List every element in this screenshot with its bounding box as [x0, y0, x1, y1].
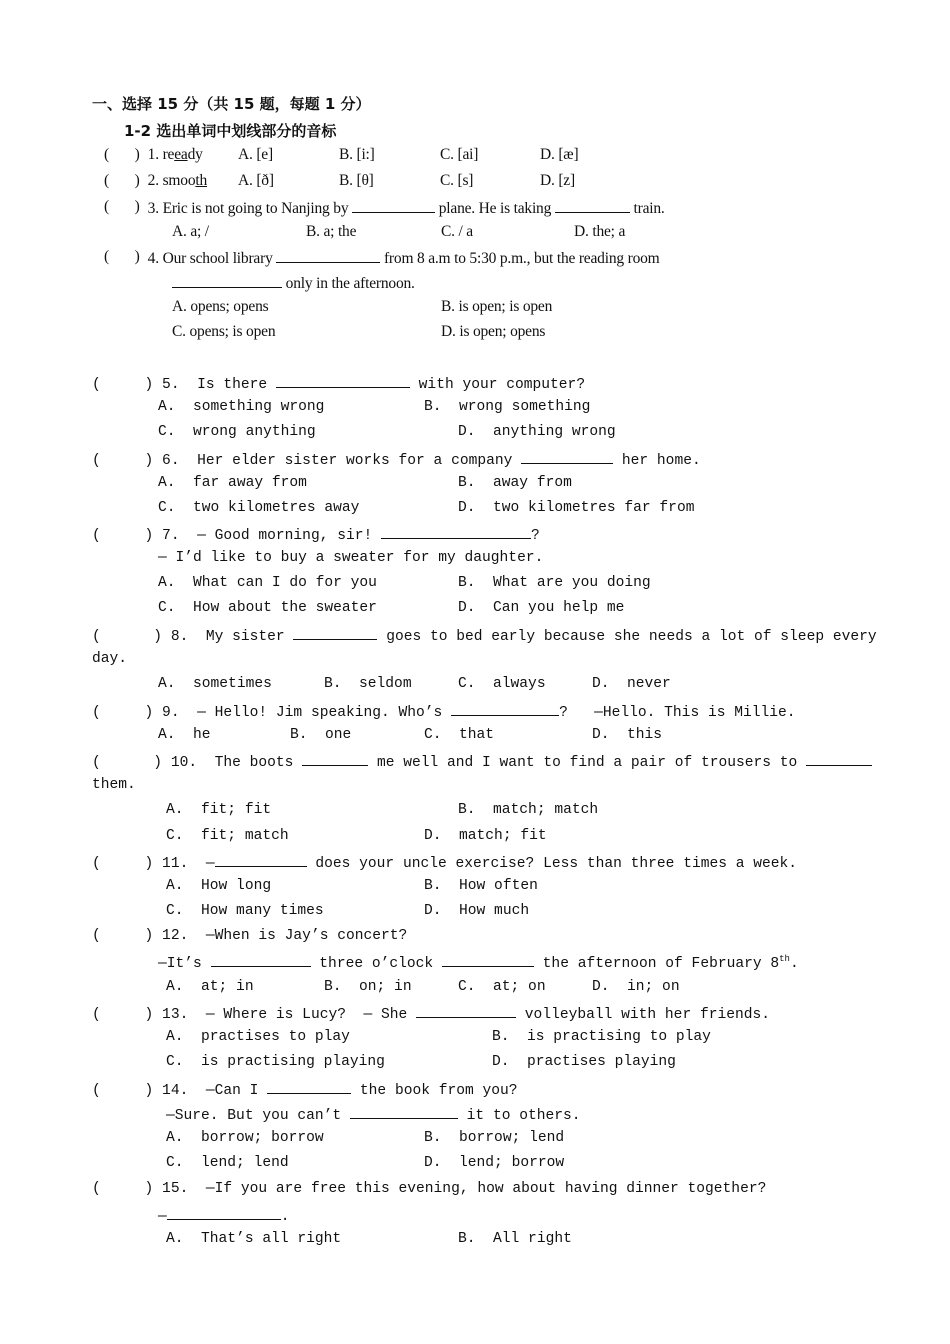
- option-b[interactable]: B. one: [290, 727, 352, 743]
- option-c[interactable]: C. [ai]: [440, 146, 479, 163]
- dialog-reply: — I’d like to buy a sweater for my daughter.: [158, 550, 544, 566]
- fill-blank[interactable]: [555, 197, 630, 213]
- fill-blank[interactable]: [381, 523, 531, 539]
- option-c[interactable]: C. at; on: [458, 979, 546, 995]
- question-stem: ( ) 12. —When is Jay’s concert?: [92, 928, 408, 944]
- dialog-reply: — .: [158, 1204, 290, 1224]
- fill-blank[interactable]: [215, 851, 307, 867]
- option-c[interactable]: C. is practising playing: [166, 1054, 385, 1070]
- question-stem: 4. Our school library from 8 a.m to 5:30 p.m., but the reading room: [144, 247, 660, 267]
- option-d[interactable]: D. the; a: [574, 223, 626, 240]
- option-a[interactable]: A. borrow; borrow: [166, 1130, 324, 1146]
- question-stem: 2. smooth: [144, 172, 208, 189]
- question-stem: ( ) 8. My sister goes to bed early because she needs a lot of sleep every: [92, 624, 877, 644]
- question-stem: 1. reeady: [144, 146, 203, 163]
- option-b[interactable]: B. wrong something: [424, 399, 591, 415]
- answer-blank[interactable]: ( ): [104, 248, 140, 265]
- section-title: 一、选择 15 分（共 15 题，每题 1 分）: [92, 95, 371, 113]
- option-b[interactable]: B. seldom: [324, 676, 412, 692]
- dialog-reply: —It’s three o’clock the afternoon of February 8th.: [158, 951, 799, 971]
- option-a[interactable]: A. practises to play: [166, 1029, 350, 1045]
- option-b[interactable]: B. away from: [458, 475, 572, 491]
- option-d[interactable]: D. [z]: [540, 172, 575, 189]
- question-stem: ( ) 9. — Hello! Jim speaking. Who’s ? —Hello. This is Millie.: [92, 700, 796, 720]
- fill-blank[interactable]: [172, 272, 282, 288]
- option-d[interactable]: D. anything wrong: [458, 424, 616, 440]
- option-a[interactable]: A. How long: [166, 878, 272, 894]
- fill-blank[interactable]: [267, 1078, 351, 1094]
- question-stem: ( ) 10. The boots me well and I want to find a pair of trousers to: [92, 750, 872, 770]
- question-stem-cont: only in the afternoon.: [172, 272, 415, 292]
- option-b[interactable]: B. is open; is open: [441, 298, 553, 315]
- question-stem: ( ) 15. —If you are free this evening, how about having dinner together?: [92, 1181, 767, 1197]
- fill-blank[interactable]: [416, 1002, 516, 1018]
- fill-blank[interactable]: [302, 750, 368, 766]
- fill-blank[interactable]: [442, 951, 534, 967]
- option-a[interactable]: A. That’s all right: [166, 1231, 342, 1247]
- question-stem: ( ) 13. — Where is Lucy? — She volleyball with her friends.: [92, 1002, 770, 1022]
- option-a[interactable]: A. [e]: [238, 146, 273, 163]
- section-subtitle: 1-2 选出单词中划线部分的音标: [124, 122, 337, 140]
- option-c[interactable]: C. always: [458, 676, 546, 692]
- fill-blank[interactable]: [350, 1103, 458, 1119]
- question-stem: ( ) 14. —Can I the book from you?: [92, 1078, 518, 1098]
- fill-blank[interactable]: [211, 951, 311, 967]
- option-a[interactable]: A. a; /: [172, 223, 209, 240]
- fill-blank[interactable]: [167, 1204, 281, 1220]
- option-c[interactable]: C. opens; is open: [172, 323, 276, 340]
- question-stem-cont: them.: [92, 777, 136, 793]
- fill-blank[interactable]: [521, 448, 613, 464]
- option-b[interactable]: B. is practising to play: [492, 1029, 711, 1045]
- option-d[interactable]: D. this: [592, 727, 663, 743]
- option-b[interactable]: B. [i:]: [339, 146, 375, 163]
- option-b[interactable]: B. borrow; lend: [424, 1130, 565, 1146]
- option-a[interactable]: A. he: [158, 727, 211, 743]
- option-a[interactable]: A. sometimes: [158, 676, 272, 692]
- question-stem: 3. Eric is not going to Nanjing by plane. He is taking train.: [144, 197, 665, 217]
- fill-blank[interactable]: [293, 624, 377, 640]
- option-c[interactable]: C. two kilometres away: [158, 500, 360, 516]
- option-b[interactable]: B. How often: [424, 878, 538, 894]
- option-b[interactable]: B. [θ]: [339, 172, 374, 189]
- option-d[interactable]: D. [æ]: [540, 146, 579, 163]
- fill-blank[interactable]: [806, 750, 872, 766]
- option-d[interactable]: D. Can you help me: [458, 600, 625, 616]
- option-a[interactable]: A. at; in: [166, 979, 254, 995]
- option-a[interactable]: A. far away from: [158, 475, 307, 491]
- option-b[interactable]: B. match; match: [458, 802, 599, 818]
- question-stem: ( ) 5. Is there with your computer?: [92, 372, 585, 392]
- option-c[interactable]: C. How many times: [166, 903, 324, 919]
- option-a[interactable]: A. something wrong: [158, 399, 325, 415]
- dialog-reply: —Sure. But you can’t it to others.: [166, 1103, 581, 1123]
- answer-blank[interactable]: ( ): [104, 198, 140, 215]
- option-b[interactable]: B. All right: [458, 1231, 572, 1247]
- option-d[interactable]: D. match; fit: [424, 828, 547, 844]
- question-stem: ( ) 6. Her elder sister works for a company her home.: [92, 448, 701, 468]
- question-stem-cont: day.: [92, 651, 128, 667]
- option-d[interactable]: D. How much: [424, 903, 530, 919]
- answer-blank[interactable]: ( ): [104, 172, 140, 189]
- option-d[interactable]: D. lend; borrow: [424, 1155, 565, 1171]
- question-stem: ( ) 7. — Good morning, sir! ?: [92, 523, 540, 543]
- fill-blank[interactable]: [352, 197, 435, 213]
- option-d[interactable]: D. in; on: [592, 979, 680, 995]
- option-c[interactable]: C. fit; match: [166, 828, 289, 844]
- option-c[interactable]: C. wrong anything: [158, 424, 316, 440]
- option-d[interactable]: D. is open; opens: [441, 323, 546, 340]
- option-c[interactable]: C. How about the sweater: [158, 600, 377, 616]
- option-b[interactable]: B. a; the: [306, 223, 357, 240]
- option-b[interactable]: B. What are you doing: [458, 575, 651, 591]
- option-d[interactable]: D. two kilometres far from: [458, 500, 695, 516]
- answer-blank[interactable]: ( ): [104, 146, 140, 163]
- option-a[interactable]: A. [ð]: [238, 172, 274, 189]
- option-c[interactable]: C. [s]: [440, 172, 474, 189]
- option-b[interactable]: B. on; in: [324, 979, 412, 995]
- option-c[interactable]: C. lend; lend: [166, 1155, 289, 1171]
- fill-blank[interactable]: [451, 700, 559, 716]
- option-d[interactable]: D. never: [592, 676, 671, 692]
- option-a[interactable]: A. fit; fit: [166, 802, 272, 818]
- option-c[interactable]: C. / a: [441, 223, 473, 240]
- question-stem: ( ) 11. — does your uncle exercise? Less than three times a week.: [92, 851, 797, 871]
- option-c[interactable]: C. that: [424, 727, 495, 743]
- option-a[interactable]: A. opens; opens: [172, 298, 269, 315]
- fill-blank[interactable]: [276, 247, 380, 263]
- option-d[interactable]: D. practises playing: [492, 1054, 676, 1070]
- option-a[interactable]: A. What can I do for you: [158, 575, 377, 591]
- fill-blank[interactable]: [276, 372, 410, 388]
